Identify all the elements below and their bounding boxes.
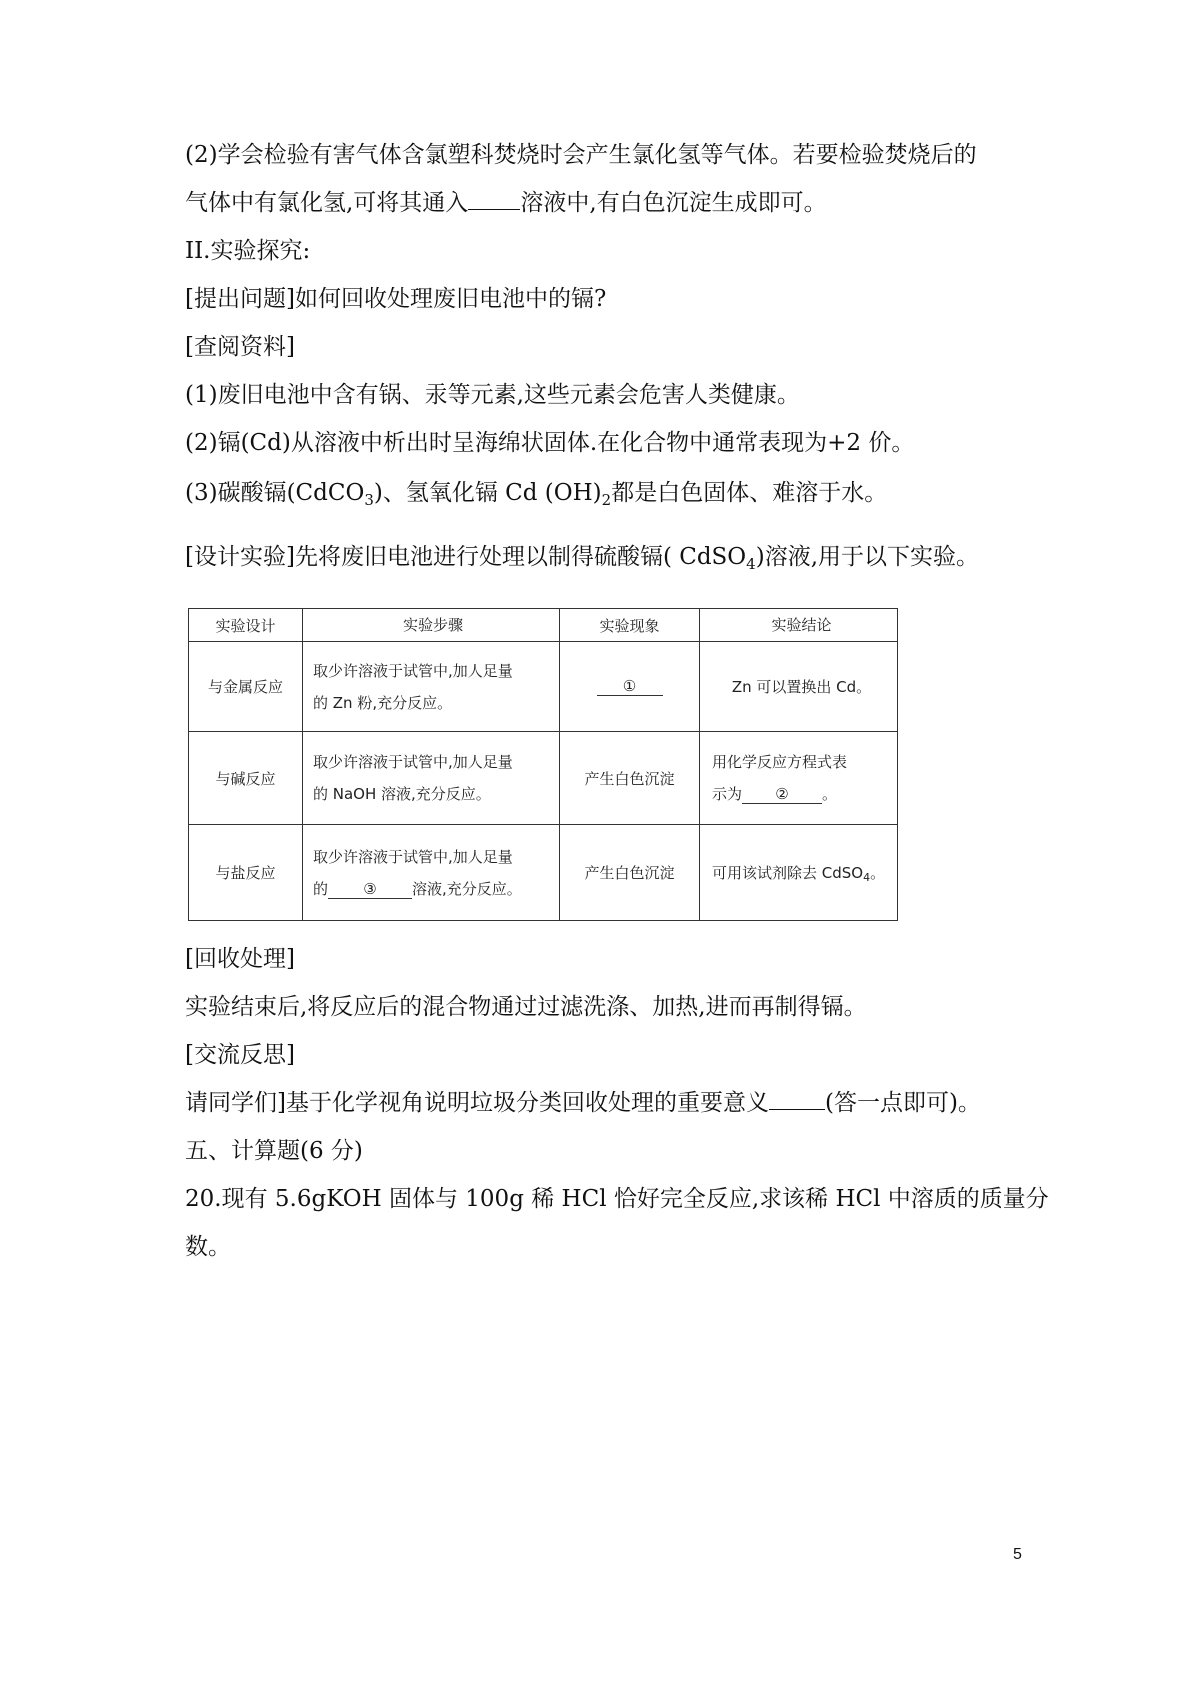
conclusion-cell: 可用该试剂除去 CdSO$_4$。 (700, 825, 898, 921)
recycle-heading: [回收处理] (185, 946, 295, 972)
conclusion-cell: Zn 可以置换出 Cd。 (700, 642, 898, 732)
table-header: 实验现象 (560, 609, 700, 642)
lookup-heading: [查阅资料] (185, 334, 295, 360)
answer-blank-2[interactable]: ② (742, 785, 822, 804)
phenomenon-cell: 产生白色沉淀 (560, 825, 700, 921)
design-cell: 与金属反应 (189, 642, 303, 732)
table-header: 实验步骤 (303, 609, 560, 642)
answer-blank[interactable] (468, 189, 520, 210)
step-cell: 取少许溶液于试管中,加人足量 的 NaOH 溶液,充分反应。 (303, 732, 560, 825)
reflect-heading: [交流反思] (185, 1042, 295, 1068)
step-cell: 取少许溶液于试管中,加人足量 的 ③ 溶液,充分反应。 (303, 825, 560, 921)
reflect-question: 请同学们]基于化学视角说明垃圾分类回收处理的重要意义 (答一点即可)。 (185, 1090, 981, 1116)
answer-blank-3[interactable]: ③ (328, 880, 412, 899)
phenomenon-cell: 产生白色沉淀 (560, 732, 700, 825)
question-2-line-2: 气体中有氯化氢,可将其通入 溶液中,有白色沉淀生成即可。 (185, 190, 827, 216)
design-cell: 与盐反应 (189, 825, 303, 921)
experiment-table (188, 608, 898, 921)
answer-blank[interactable] (769, 1089, 825, 1110)
table-header-row (189, 609, 898, 642)
info-line-1: (1)废旧电池中含有锅、汞等元素,这些元素会危害人类健康。 (185, 382, 800, 408)
table-row (189, 825, 898, 921)
answer-blank-1[interactable]: ① (597, 677, 663, 696)
section-5-heading: 五、计算题(6 分) (185, 1138, 363, 1164)
ask-question-line: [提出问题]如何回收处理废旧电池中的镉? (185, 286, 607, 312)
phenomenon-cell (560, 642, 700, 732)
question-2-line-1: (2)学会检验有害气体含氯塑科焚烧时会产生氯化氢等气体。若要检验焚烧后的 (185, 142, 977, 168)
step-cell: 取少许溶液于试管中,加人足量 的 Zn 粉,充分反应。 (303, 642, 560, 732)
info-line-3: (3)碳酸镉(CdCO$_3$)、氢氧化镉 Cd $(OH)_2$都是白色固体、难溶于水。 (185, 480, 888, 509)
design-cell: 与碱反应 (189, 732, 303, 825)
conclusion-cell: 用化学反应方程式表 示为 ② 。 (700, 732, 898, 825)
design-experiment-line: [设计实验]先将废旧电池进行处理以制得硫酸镉( CdSO$_4$)溶液,用于以下实验。 (185, 544, 980, 573)
table-row (189, 642, 898, 732)
info-line-2: (2)镉(Cd)从溶液中析出时呈海绵状固体.在化合物中通常表现为+2 价。 (185, 430, 915, 456)
question-20-line-2: 数。 (185, 1234, 231, 1260)
recycle-text: 实验结束后,将反应后的混合物通过过滤洗涤、加热,进而再制得镉。 (185, 994, 867, 1020)
section-2-heading: II.实验探究: (185, 238, 311, 264)
table-header: 实验设计 (189, 609, 303, 642)
question-20-line-1: 20.现有 5.6gKOH 固体与 100g 稀 HCl 恰好完全反应,求该稀 HCl 中溶质的质量分 (185, 1186, 1049, 1212)
page-number: 5 (1013, 1546, 1022, 1563)
table-row (189, 732, 898, 825)
table-header: 实验结论 (700, 609, 898, 642)
